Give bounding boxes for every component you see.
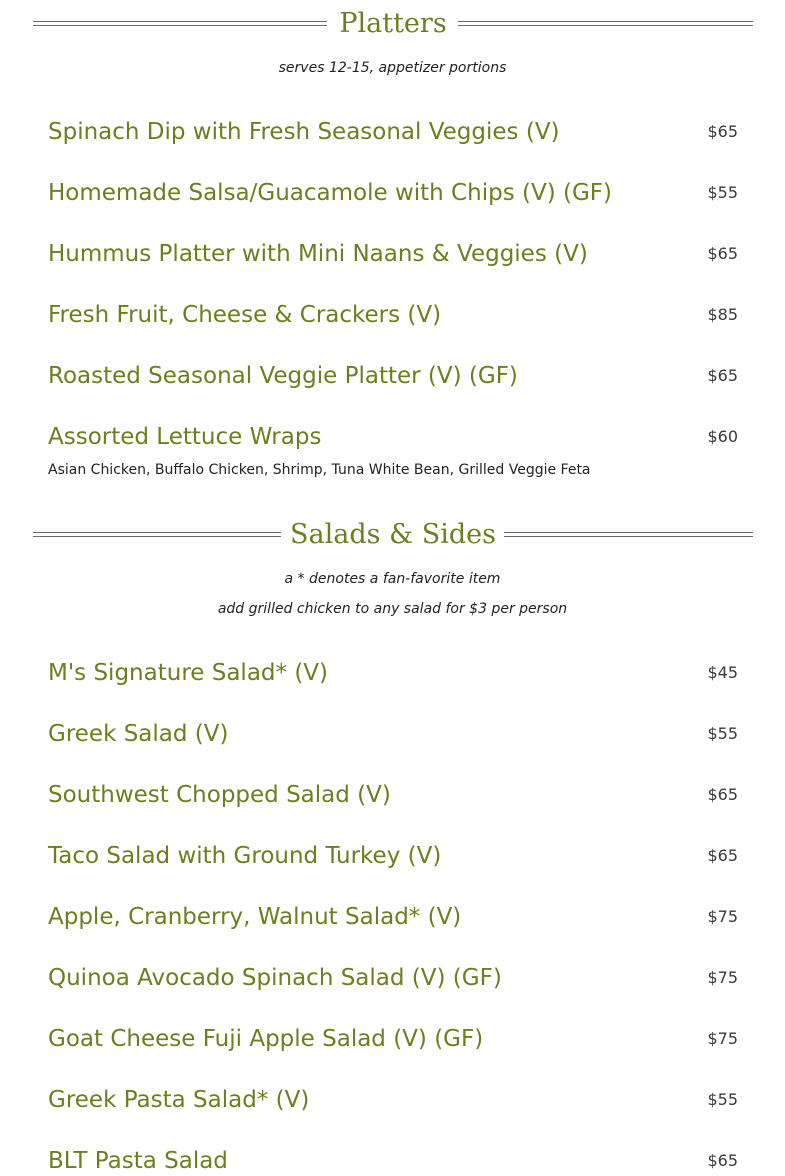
item-price: $75: [707, 1029, 738, 1048]
item-name: Greek Pasta Salad* (V): [48, 1087, 310, 1113]
item-name: Roasted Seasonal Veggie Platter (V) (GF): [48, 363, 518, 389]
item-name: Goat Cheese Fuji Apple Salad (V) (GF): [48, 1026, 484, 1052]
item-price: $65: [707, 1151, 738, 1170]
item-price: $65: [707, 846, 738, 865]
salads-note-grilled-chicken: add grilled chicken to any salad for $3 per person: [217, 601, 568, 617]
item-price: $55: [707, 724, 738, 743]
item-price: $45: [707, 663, 738, 682]
item-name: Apple, Cranberry, Walnut Salad* (V): [48, 904, 462, 930]
item-price: $65: [707, 122, 738, 141]
item-name: Fresh Fruit, Cheese & Crackers (V): [48, 302, 442, 328]
item-price: $75: [707, 968, 738, 987]
item-name: Greek Salad (V): [48, 721, 229, 747]
item-name: BLT Pasta Salad: [48, 1148, 228, 1174]
section-title: Salads & Sides: [290, 519, 496, 550]
item-description: Asian Chicken, Buffalo Chicken, Shrimp, Tuna White Bean, Grilled Veggie Feta: [48, 462, 591, 478]
item-name: Assorted Lettuce Wraps: [48, 424, 322, 450]
salads-header: [33, 515, 753, 555]
item-name: Quinoa Avocado Spinach Salad (V) (GF): [48, 965, 502, 991]
platters-header: [33, 4, 753, 44]
item-name: Spinach Dip with Fresh Seasonal Veggies (V): [48, 119, 560, 145]
item-name: M's Signature Salad* (V): [48, 660, 328, 686]
item-price: $60: [707, 427, 738, 446]
item-price: $65: [707, 244, 738, 263]
item-price: $65: [707, 366, 738, 385]
item-name: Homemade Salsa/Guacamole with Chips (V) (GF): [48, 180, 612, 206]
section-title: Platters: [339, 8, 447, 39]
item-name: Hummus Platter with Mini Naans & Veggies (V): [48, 241, 588, 267]
platters-note: serves 12-15, appetizer portions: [278, 60, 507, 76]
salads-note-fan-favorite: a * denotes a fan-favorite item: [284, 571, 501, 587]
item-price: $65: [707, 785, 738, 804]
item-price: $75: [707, 907, 738, 926]
item-name: Southwest Chopped Salad (V): [48, 782, 391, 808]
item-name: Taco Salad with Ground Turkey (V): [48, 843, 442, 869]
item-price: $55: [707, 183, 738, 202]
item-price: $55: [707, 1090, 738, 1109]
item-price: $85: [707, 305, 738, 324]
